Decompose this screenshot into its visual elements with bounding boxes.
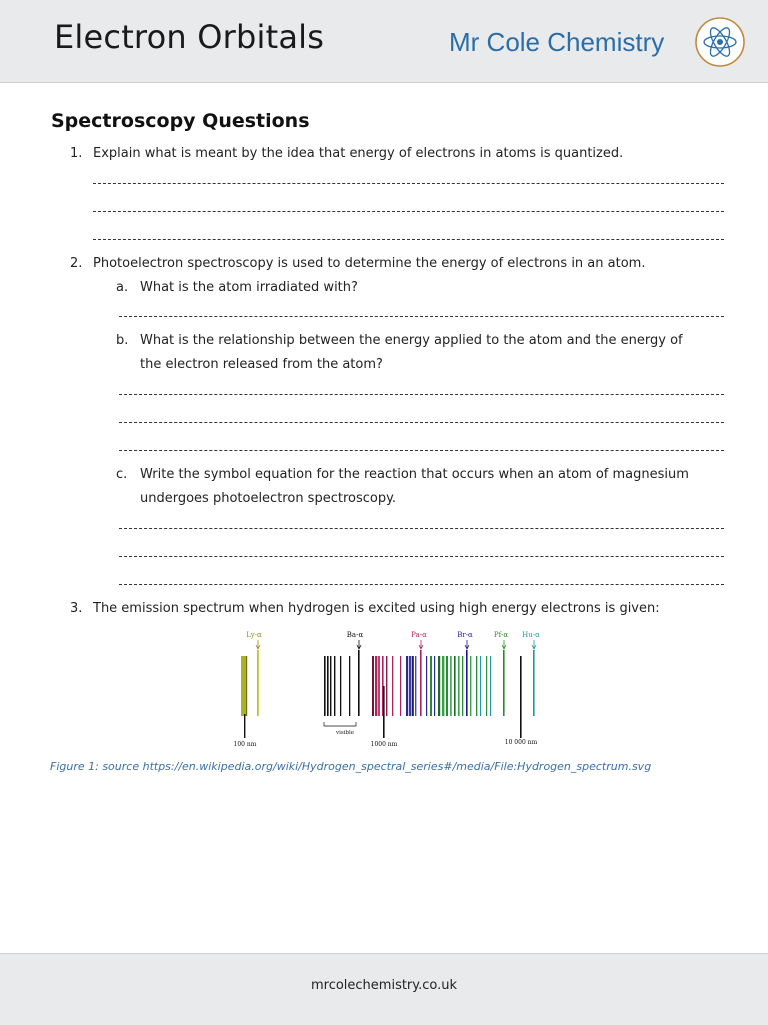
question-3-number: 3.: [70, 601, 83, 616]
tick-label-100nm: 100 nm: [233, 741, 257, 748]
answer-line[interactable]: [119, 316, 724, 317]
question-2-text: Photoelectron spectroscopy is used to determine the energy of electrons in an atom.: [93, 256, 646, 271]
series-label-lyman: Ly-α: [246, 631, 262, 639]
question-2b-text-line1: What is the relationship between the energy applied to the atom and the energy of: [140, 333, 683, 348]
tick-label-10000nm: 10 000 nm: [504, 739, 538, 746]
answer-line[interactable]: [93, 211, 724, 212]
hydrogen-spectrum-figure: [228, 626, 550, 750]
answer-line[interactable]: [119, 422, 724, 423]
question-2c-text-line1: Write the symbol equation for the reaction that occurs when an atom of magnesium: [140, 467, 689, 482]
question-2a-letter: a.: [116, 280, 129, 295]
answer-line[interactable]: [119, 584, 724, 585]
question-2-number: 2.: [70, 256, 83, 271]
document-title: Electron Orbitals: [54, 18, 325, 56]
answer-line[interactable]: [119, 528, 724, 529]
question-3-text: The emission spectrum when hydrogen is excited using high energy electrons is given:: [93, 601, 660, 616]
answer-line[interactable]: [119, 394, 724, 395]
series-label-pfund: Pf-α: [493, 631, 509, 639]
question-1-text: Explain what is meant by the idea that energy of electrons in atoms is quantized.: [93, 146, 624, 161]
question-1-number: 1.: [70, 146, 83, 161]
question-2b-text-line2: the electron released from the atom?: [140, 357, 383, 372]
answer-line[interactable]: [119, 556, 724, 557]
answer-line[interactable]: [119, 450, 724, 451]
tick-label-1000nm: 1000 nm: [370, 741, 398, 748]
question-2a-text: What is the atom irradiated with?: [140, 280, 358, 295]
footer-url[interactable]: mrcolechemistry.co.uk: [310, 978, 458, 993]
section-title: Spectroscopy Questions: [51, 110, 310, 132]
question-2c-letter: c.: [116, 467, 128, 482]
question-2b-letter: b.: [116, 333, 129, 348]
atom-icon: [694, 16, 746, 68]
series-label-paschen: Pa-α: [411, 631, 427, 639]
figure-caption: Figure 1: source https://en.wikipedia.org/wiki/Hydrogen_spectral_series#/media/File:Hydrogen_spectrum.svg: [50, 760, 652, 773]
answer-line[interactable]: [93, 183, 724, 184]
visible-label: visible: [336, 730, 354, 736]
series-label-humphreys: Hu-α: [522, 631, 540, 639]
page-header: [0, 0, 768, 83]
series-label-balmer: Ba-α: [346, 631, 364, 639]
question-2c-text-line2: undergoes photoelectron spectroscopy.: [140, 491, 397, 506]
series-label-brackett: Br-α: [457, 631, 473, 639]
page-footer: [0, 953, 768, 1025]
brand-name: Mr Cole Chemistry: [449, 27, 665, 57]
answer-line[interactable]: [93, 239, 724, 240]
